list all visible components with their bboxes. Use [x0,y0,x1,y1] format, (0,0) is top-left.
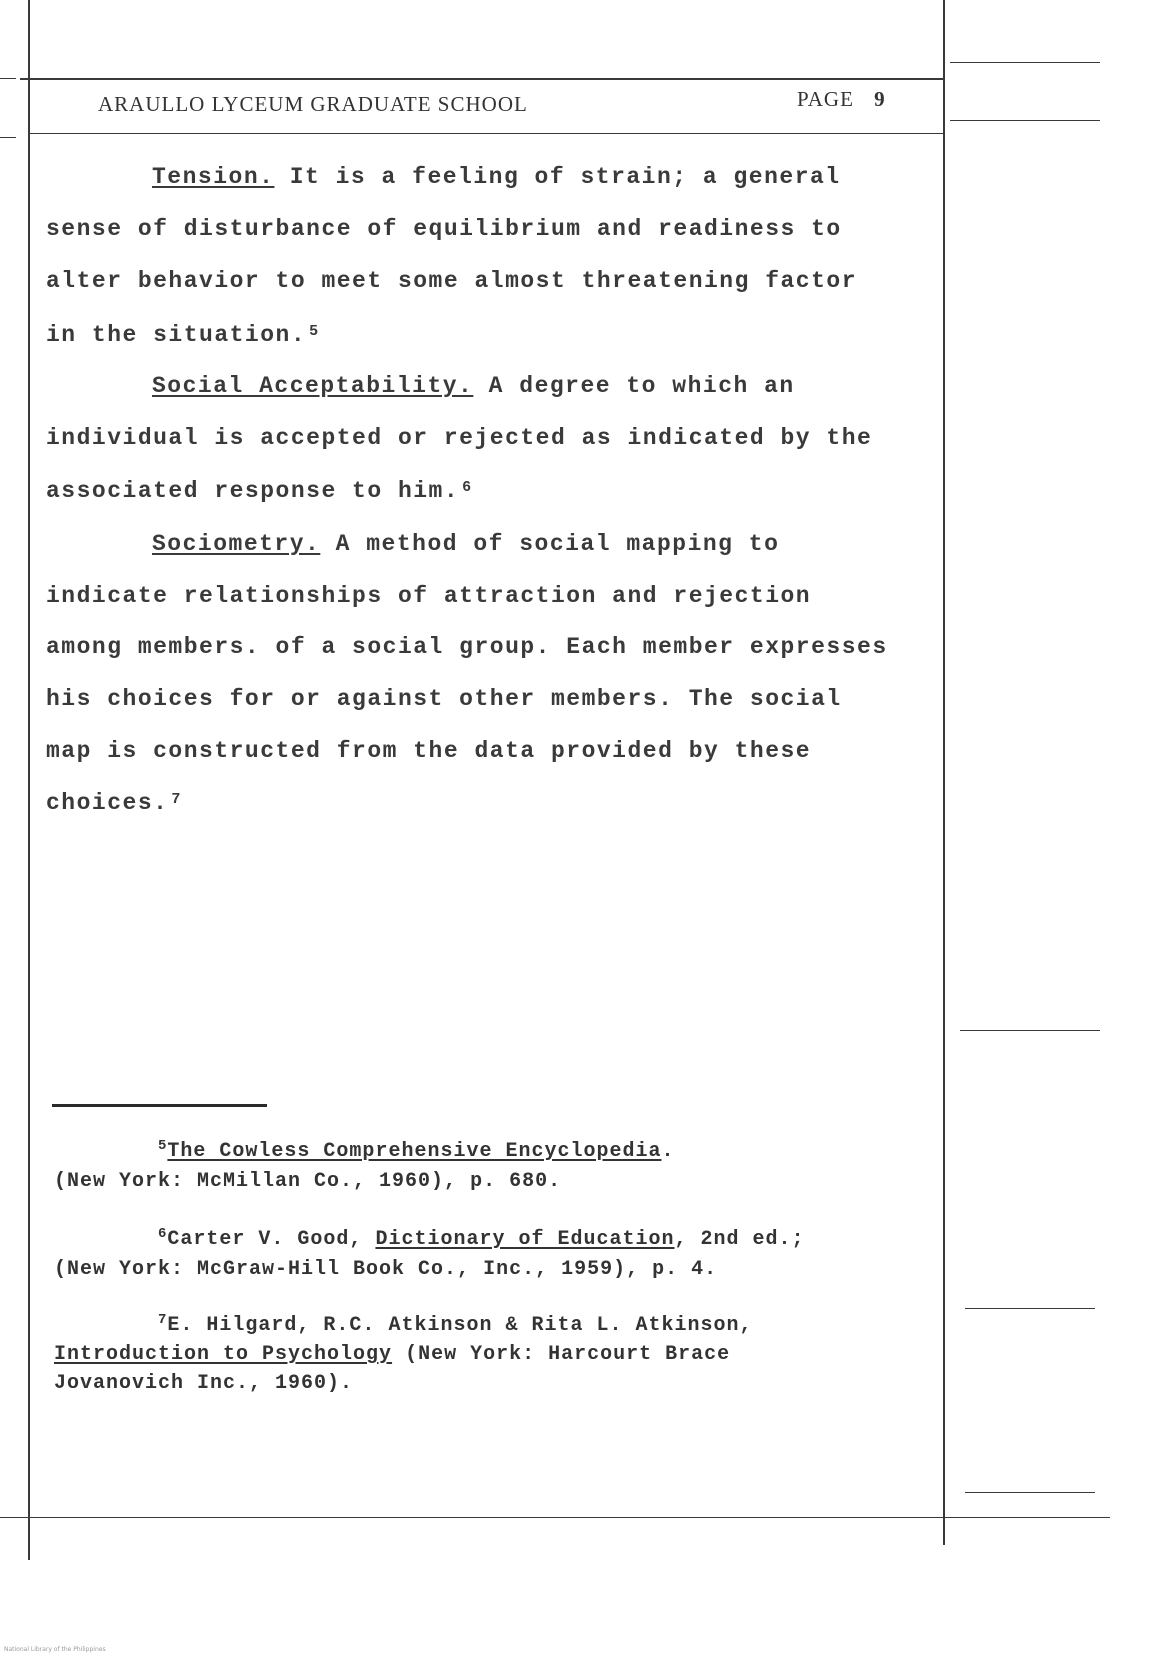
footnote-7-before: E. Hilgard, R.C. Atkinson & Rita L. Atkinson, [167,1314,753,1337]
acceptability-line-1 [152,373,795,399]
right-edge-tick-2 [950,120,1100,121]
left-edge-tick-mid [0,137,16,138]
header-bottom-rule [28,133,945,134]
left-edge-tick-top [0,78,16,79]
term-tension: Tension. [152,164,275,190]
right-edge-tick-1 [950,62,1100,63]
page-label [797,87,886,112]
sociometry-line-2: indicate relationships of attraction and rejection [46,583,812,609]
tension-text-1: It is a feeling of strain; a general [274,164,841,190]
footnote-7-line-3: Jovanovich Inc., 1960). [54,1372,354,1395]
footnote-ref-6: 6 [462,479,473,496]
tension-line-4 [46,322,320,348]
scan-footer: National Library of the Philippines [4,1646,106,1653]
footnote-6-mark: 6 [158,1226,168,1242]
sociometry-line-6 [46,790,182,816]
footnote-6-before: Carter V. Good, [167,1228,376,1251]
tension-line-3: alter behavior to meet some almost threatening factor [46,268,858,294]
school-name: ARAULLO LYCEUM GRADUATE SCHOOL [98,92,528,116]
acceptability-text-1: A degree to which an [473,373,795,399]
footnote-6-line-1 [158,1228,805,1251]
header-top-rule [20,78,945,80]
bottom-rule [0,1517,1110,1518]
footnote-6-after: , 2nd ed.; [674,1228,805,1251]
left-margin-line [28,0,30,1560]
acceptability-text-3: associated response to him. [46,478,460,504]
term-sociometry: Sociometry. [152,531,321,557]
acceptability-line-2: individual is accepted or rejected as indicated by the [46,425,873,451]
footnote-5-line-2: (New York: McMillan Co., 1960), p. 680. [54,1170,562,1193]
footnote-7-line-1 [158,1314,753,1337]
sociometry-line-5: map is constructed from the data provided by these [46,738,812,764]
tension-line-1 [152,164,841,190]
footnote-separator [52,1104,267,1107]
sociometry-line-1 [152,531,779,557]
page-label-text: PAGE [797,87,854,111]
sociometry-text-1: A method of social mapping to [320,531,780,557]
right-edge-tick-3 [960,1030,1100,1031]
footnote-5-line-1 [158,1140,675,1163]
tension-text-4: in the situation. [46,322,307,348]
right-edge-tick-5 [965,1492,1095,1493]
footnote-5-title: The Cowless Comprehensive Encyclopedia [167,1140,662,1163]
footnote-ref-5: 5 [309,323,320,340]
sociometry-line-4: his choices for or against other members. The social [46,686,842,712]
footnote-6-line-2: (New York: McGraw-Hill Book Co., Inc., 1959), p. 4. [54,1258,718,1281]
page-number: 9 [874,87,886,111]
footnote-7-line-2 [54,1343,730,1366]
footnote-7-mark: 7 [158,1312,168,1328]
footnote-7-title: Introduction to Psychology [54,1343,393,1366]
right-margin-line [943,0,945,1545]
footnote-5-mark: 5 [158,1138,168,1154]
term-social-acceptability: Social Acceptability. [152,373,474,399]
tension-line-2: sense of disturbance of equilibrium and readiness to [46,216,842,242]
sociometry-line-3: among members. of a social group. Each member expresses [46,634,888,660]
footnote-5-after: . [661,1140,675,1163]
right-edge-tick-4 [965,1308,1095,1309]
acceptability-line-3 [46,478,473,504]
footnote-6-title: Dictionary of Education [375,1228,675,1251]
footnote-7-after: (New York: Harcourt Brace [392,1343,731,1366]
footnote-ref-7: 7 [171,791,182,808]
sociometry-text-6: choices. [46,790,169,816]
